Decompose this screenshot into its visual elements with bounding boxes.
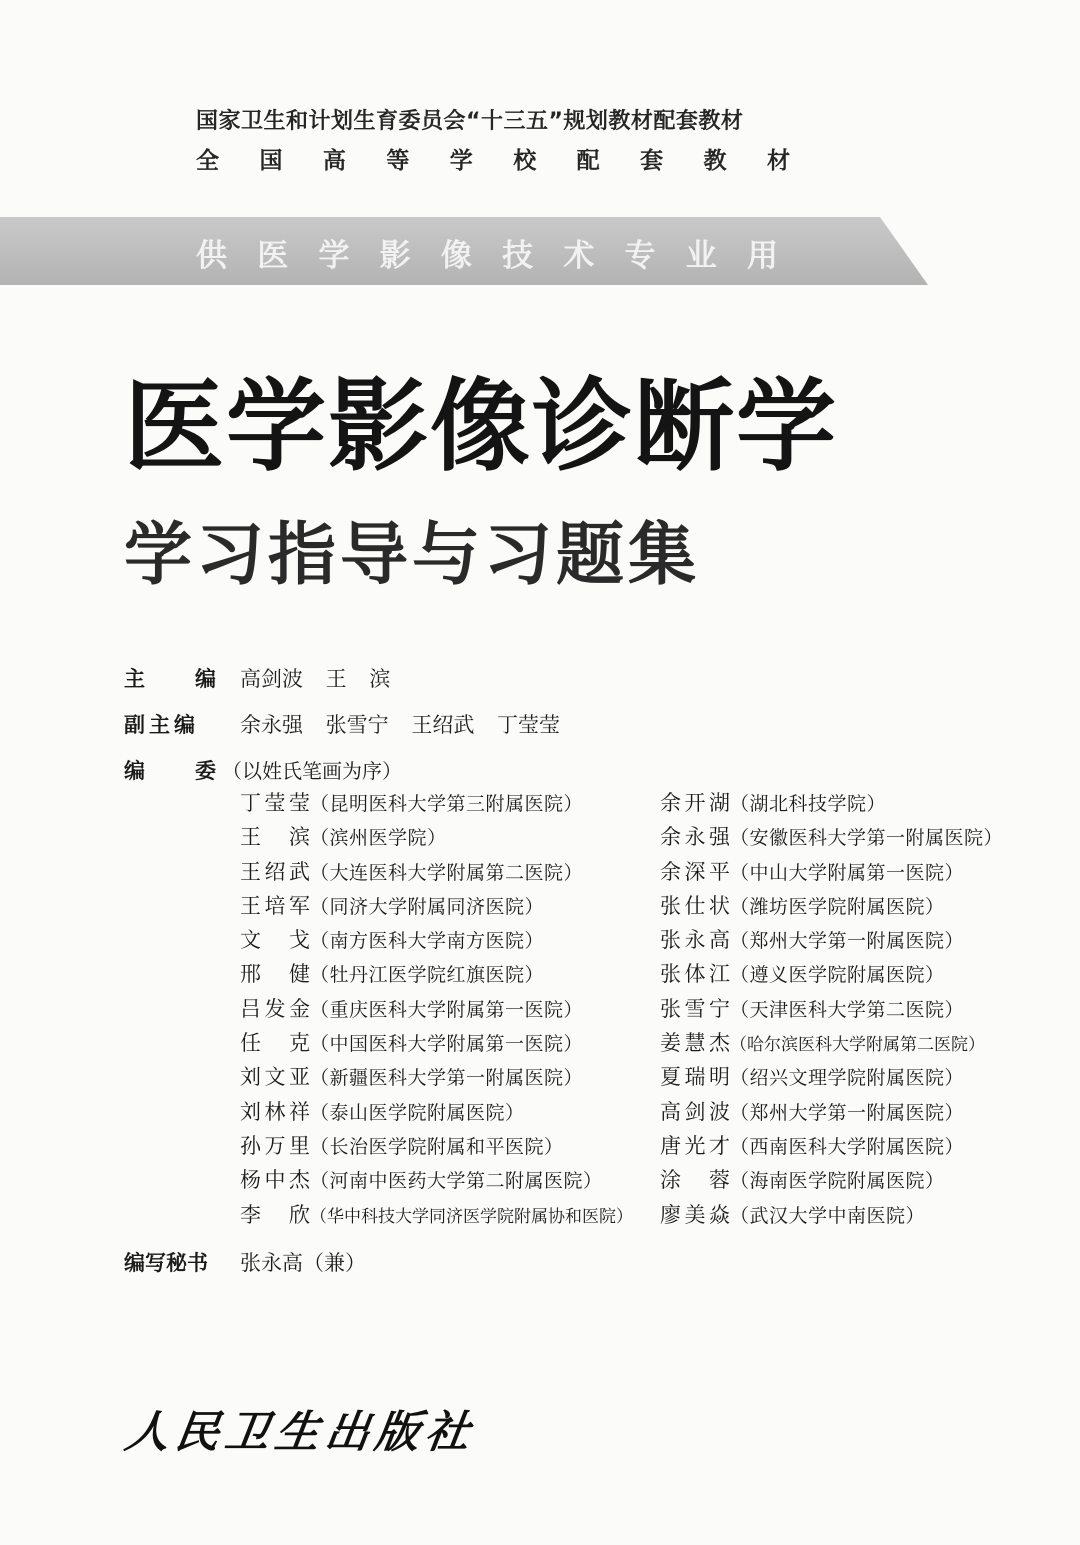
secretary-name: 张永高（兼） <box>240 1251 366 1275</box>
member-affiliation: （中国医科大学附属第一医院） <box>310 1033 584 1056</box>
member-name: 文戈 <box>240 928 310 953</box>
member-affiliation: （遵义医学院附属医院） <box>730 964 945 987</box>
member-affiliation: （潍坊医学院附属医院） <box>730 895 945 918</box>
banner-char: 业 <box>685 238 717 274</box>
committee-list-left <box>240 786 633 1232</box>
member-affiliation: （昆明医科大学第三附属医院） <box>310 793 584 815</box>
series-subtitle-char: 等 <box>386 148 410 174</box>
series-title: 国家卫生和计划生育委员会“十三五”规划教材配套教材 <box>196 109 744 134</box>
committee-note: （以姓氏笔画为序） <box>222 759 402 783</box>
member-name: 夏瑞明 <box>660 1065 730 1090</box>
member-affiliation: （大连医科大学附属第二医院） <box>310 861 584 884</box>
committee-label-char: 委 <box>195 759 216 783</box>
list-item <box>240 992 633 1026</box>
member-name: 王培军 <box>240 893 310 918</box>
list-item <box>660 820 1003 854</box>
list-item <box>660 855 1003 889</box>
member-affiliation: （华中科技大学同济医学院附属协和医院） <box>310 1206 633 1227</box>
member-affiliation: （武汉大学中南医院） <box>730 1204 926 1227</box>
list-item <box>660 1026 1003 1060</box>
member-name: 杨中杰 <box>240 1168 310 1193</box>
list-item <box>240 1129 633 1163</box>
member-name: 张永高 <box>660 928 730 953</box>
secretary-label: 编写秘书 <box>124 1251 208 1275</box>
banner-char: 供 <box>196 238 227 274</box>
chief-editor-label-char: 编 <box>195 667 216 691</box>
series-subtitle-char: 高 <box>322 148 346 174</box>
member-affiliation: （西南医科大学附属医院） <box>730 1135 965 1158</box>
series-subtitle <box>196 142 790 175</box>
list-item <box>660 957 1003 991</box>
member-affiliation: （郑州大学第一附属医院） <box>730 930 965 953</box>
list-item <box>240 1060 633 1094</box>
list-item <box>240 1095 633 1129</box>
member-name: 刘林祥 <box>240 1099 310 1124</box>
book-subtitle: 学习指导与习题集 <box>124 516 701 595</box>
member-name: 高剑波 <box>660 1099 730 1124</box>
series-subtitle-char: 材 <box>766 148 790 174</box>
banner-char: 用 <box>746 238 778 274</box>
member-name: 余深平 <box>660 859 730 884</box>
member-affiliation: （重庆医科大学附属第一医院） <box>310 998 584 1021</box>
member-affiliation: （同济大学附属同济医院） <box>310 895 545 918</box>
member-affiliation: （泰山医学院附属医院） <box>310 1101 525 1124</box>
chief-editor-names: 高剑波 王 滨 <box>240 667 391 691</box>
book-title: 医学影像诊断学 <box>124 367 838 485</box>
member-name: 廖美焱 <box>660 1202 730 1227</box>
member-name: 任克 <box>240 1031 310 1056</box>
member-name: 涂蓉 <box>660 1168 730 1193</box>
member-name: 吕发金 <box>240 996 310 1021</box>
member-affiliation: （长治医学院附属和平医院） <box>310 1135 564 1158</box>
member-name: 孙万里 <box>240 1133 310 1158</box>
chief-editor-label-char: 主 <box>124 667 145 691</box>
list-item <box>240 1026 633 1060</box>
committee-list-right <box>660 786 1003 1232</box>
member-affiliation: （湖北科技学院） <box>730 793 887 815</box>
series-subtitle-char: 套 <box>640 148 664 174</box>
member-name: 张体江 <box>660 962 730 987</box>
deputy-editor-names: 余永强 张雪宁 王绍武 丁莹莹 <box>240 713 561 737</box>
list-item <box>240 1163 633 1197</box>
member-name: 邢健 <box>240 962 310 987</box>
banner-char: 影 <box>379 238 411 274</box>
member-name: 刘文亚 <box>240 1065 310 1090</box>
list-item <box>240 1198 633 1232</box>
member-affiliation: （安徽医科大学第一附属医院） <box>730 827 1004 850</box>
member-name: 张仕状 <box>660 893 730 918</box>
banner-char: 技 <box>502 238 534 274</box>
series-subtitle-char: 配 <box>576 148 600 174</box>
member-affiliation: （中山大学附属第一医院） <box>730 861 965 884</box>
member-name: 唐光才 <box>660 1133 730 1158</box>
member-name: 李欣 <box>240 1202 310 1227</box>
banner-char: 医 <box>257 238 289 274</box>
series-subtitle-char: 全 <box>196 148 219 174</box>
committee-label-char: 编 <box>124 759 145 783</box>
banner-char: 专 <box>624 238 656 274</box>
list-item <box>240 889 633 923</box>
member-name: 王滨 <box>240 825 310 850</box>
series-subtitle-char: 教 <box>703 148 727 174</box>
series-subtitle-char: 国 <box>259 148 283 174</box>
member-affiliation: （河南中医药大学第二附属医院） <box>310 1170 603 1193</box>
series-subtitle-char: 校 <box>513 148 537 174</box>
committee-label <box>124 755 402 785</box>
publisher-logo: 人民卫生出版社 <box>121 1407 479 1458</box>
list-item <box>660 1198 1003 1232</box>
member-name: 张雪宁 <box>660 996 730 1021</box>
list-item <box>240 855 633 889</box>
member-affiliation: （哈尔滨医科大学附属第二医院） <box>730 1035 985 1056</box>
list-item <box>240 957 633 991</box>
banner-char: 学 <box>318 238 350 274</box>
member-name: 余永强 <box>660 825 730 850</box>
list-item <box>240 820 633 854</box>
secretary-row <box>124 1247 366 1277</box>
deputy-editor-label: 副主编 <box>124 713 199 737</box>
member-name: 姜慧杰 <box>660 1031 730 1056</box>
banner-text <box>196 230 778 275</box>
list-item <box>660 889 1003 923</box>
member-name: 丁莹莹 <box>240 791 310 815</box>
member-affiliation: （绍兴文理学院附属医院） <box>730 1067 965 1090</box>
banner-char: 像 <box>440 238 472 274</box>
member-affiliation: （天津医科大学第二医院） <box>730 998 965 1021</box>
member-name: 王绍武 <box>240 859 310 884</box>
list-item <box>660 923 1003 957</box>
member-name: 余开湖 <box>660 791 730 815</box>
member-affiliation: （新疆医科大学第一附属医院） <box>310 1067 584 1090</box>
member-affiliation: （牡丹江医学院红旗医院） <box>310 964 545 987</box>
series-subtitle-char: 学 <box>449 148 473 174</box>
chief-editor-label <box>124 663 216 693</box>
list-item <box>660 992 1003 1026</box>
list-item <box>660 786 1003 820</box>
list-item <box>240 923 633 957</box>
banner-char: 术 <box>563 238 595 274</box>
member-affiliation: （海南医学院附属医院） <box>730 1170 945 1193</box>
list-item <box>660 1163 1003 1197</box>
member-affiliation: （郑州大学第一附属医院） <box>730 1101 965 1124</box>
list-item <box>240 786 633 820</box>
member-affiliation: （滨州医学院） <box>310 827 447 850</box>
list-item <box>660 1129 1003 1163</box>
member-affiliation: （南方医科大学南方医院） <box>310 930 545 953</box>
list-item <box>660 1095 1003 1129</box>
list-item <box>660 1060 1003 1094</box>
